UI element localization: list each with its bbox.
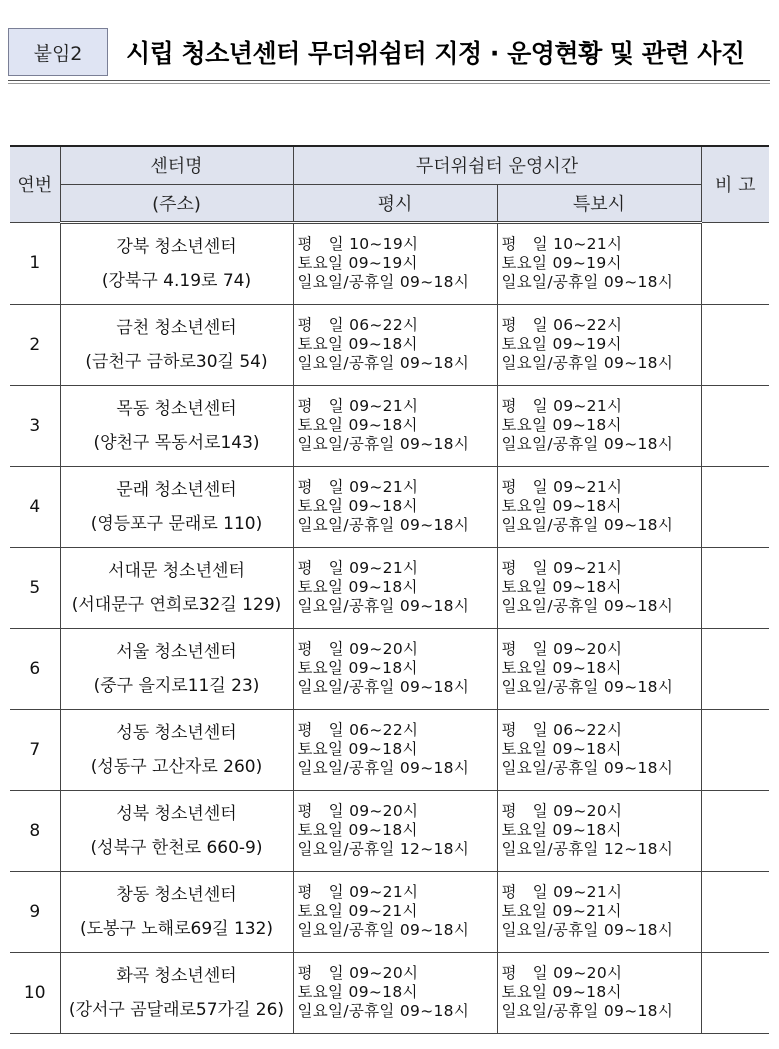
alert-hours-line: 토요일 09~21시 [501, 902, 622, 920]
center-address: (강북구 4.19로 74) [101, 270, 252, 291]
normal-hours-line: 평 일 09~20시 [297, 802, 419, 820]
center-cell [60, 628, 293, 709]
alert-hours-line: 일요일/공휴일 09~18시 [501, 1002, 674, 1020]
alert-hours-line: 일요일/공휴일 12~18시 [501, 840, 674, 858]
alert-hours-line: 토요일 09~18시 [501, 983, 622, 1001]
alert-hours-line: 일요일/공휴일 09~18시 [501, 759, 674, 777]
alert-hours-line: 토요일 09~18시 [501, 659, 622, 677]
note-cell [701, 871, 769, 952]
normal-hours-line: 토요일 09~18시 [297, 416, 418, 434]
table-row [10, 466, 769, 547]
normal-hours-line: 토요일 09~18시 [297, 578, 418, 596]
table-row [10, 222, 769, 304]
center-address: (금천구 금하로30길 54) [85, 351, 268, 372]
row-number: 9 [10, 871, 60, 952]
center-address: (도봉구 노해로69길 132) [79, 918, 274, 939]
alert-hours-line: 토요일 09~18시 [501, 578, 622, 596]
normal-hours-line: 일요일/공휴일 09~18시 [297, 1002, 470, 1020]
normal-hours-cell [293, 222, 497, 304]
note-cell [701, 790, 769, 871]
normal-hours-line: 평 일 09~20시 [297, 964, 419, 982]
normal-hours-line: 일요일/공휴일 09~18시 [297, 516, 470, 534]
center-cell [60, 790, 293, 871]
row-number: 8 [10, 790, 60, 871]
alert-hours-cell [497, 304, 701, 385]
alert-hours-line: 일요일/공휴일 09~18시 [501, 597, 674, 615]
note-cell [701, 304, 769, 385]
alert-hours-line: 평 일 09~20시 [501, 802, 623, 820]
normal-hours-cell [293, 628, 497, 709]
normal-hours-line: 평 일 09~21시 [297, 559, 419, 577]
row-number: 4 [10, 466, 60, 547]
alert-hours-line: 일요일/공휴일 09~18시 [501, 516, 674, 534]
normal-hours-cell [293, 466, 497, 547]
alert-hours-line: 토요일 09~19시 [501, 254, 622, 272]
title-rule [8, 80, 770, 81]
row-number: 7 [10, 709, 60, 790]
normal-hours-line: 평 일 09~21시 [297, 883, 419, 901]
normal-hours-line: 일요일/공휴일 09~18시 [297, 273, 470, 291]
alert-hours-line: 평 일 09~21시 [501, 559, 623, 577]
note-cell [701, 222, 769, 304]
center-cell [60, 871, 293, 952]
row-number: 2 [10, 304, 60, 385]
note-cell [701, 466, 769, 547]
center-cell [60, 709, 293, 790]
table-row [10, 628, 769, 709]
normal-hours-line: 일요일/공휴일 09~18시 [297, 597, 470, 615]
normal-hours-line: 토요일 09~18시 [297, 740, 418, 758]
alert-hours-line: 토요일 09~18시 [501, 821, 622, 839]
alert-hours-cell [497, 222, 701, 304]
normal-hours-line: 일요일/공휴일 09~18시 [297, 435, 470, 453]
normal-hours-cell [293, 952, 497, 1033]
note-cell [701, 547, 769, 628]
alert-hours-cell [497, 547, 701, 628]
document-header [8, 28, 770, 78]
normal-hours-line: 일요일/공휴일 09~18시 [297, 759, 470, 777]
normal-hours-cell [293, 709, 497, 790]
title-rule-thin [8, 83, 770, 84]
center-address: (중구 을지로11길 23) [93, 675, 260, 696]
col-header-note: 비 고 [701, 146, 769, 222]
alert-hours-cell [497, 790, 701, 871]
note-cell [701, 385, 769, 466]
normal-hours-line: 토요일 09~18시 [297, 497, 418, 515]
alert-hours-line: 일요일/공휴일 09~18시 [501, 678, 674, 696]
normal-hours-cell [293, 871, 497, 952]
col-header-no: 연번 [10, 146, 60, 222]
normal-hours-line: 토요일 09~18시 [297, 659, 418, 677]
row-number: 5 [10, 547, 60, 628]
center-cell [60, 952, 293, 1033]
document-title: 시립 청소년센터 무더위쉼터 지정 · 운영현황 및 관련 사진 [126, 39, 745, 68]
center-cell [60, 304, 293, 385]
center-name: 서울 청소년센터 [116, 641, 237, 662]
table-row [10, 304, 769, 385]
normal-hours-line: 평 일 09~20시 [297, 640, 419, 658]
normal-hours-line: 토요일 09~18시 [297, 335, 418, 353]
alert-hours-line: 토요일 09~19시 [501, 335, 622, 353]
center-address: (영등포구 문래로 110) [90, 513, 263, 534]
table-row [10, 952, 769, 1033]
alert-hours-cell [497, 871, 701, 952]
center-name: 문래 청소년센터 [116, 479, 237, 500]
center-cell [60, 222, 293, 304]
center-address: (성동구 고산자로 260) [90, 756, 263, 777]
alert-hours-line: 평 일 09~20시 [501, 964, 623, 982]
center-address: (양천구 목동서로143) [93, 432, 260, 453]
alert-hours-line: 일요일/공휴일 09~18시 [501, 921, 674, 939]
table-body [10, 222, 769, 1033]
alert-hours-line: 평 일 06~22시 [501, 721, 623, 739]
table-row [10, 709, 769, 790]
col-header-normal: 평시 [293, 184, 497, 222]
alert-hours-cell [497, 628, 701, 709]
normal-hours-line: 평 일 06~22시 [297, 316, 419, 334]
table-row [10, 385, 769, 466]
alert-hours-line: 평 일 06~22시 [501, 316, 623, 334]
alert-hours-cell [497, 952, 701, 1033]
normal-hours-line: 토요일 09~19시 [297, 254, 418, 272]
note-cell [701, 952, 769, 1033]
normal-hours-line: 평 일 10~19시 [297, 235, 419, 253]
center-address: (강서구 곰달래로57가길 26) [68, 999, 285, 1020]
col-header-hours-group: 무더위쉼터 운영시간 [293, 146, 701, 184]
row-number: 10 [10, 952, 60, 1033]
alert-hours-cell [497, 385, 701, 466]
alert-hours-line: 평 일 09~21시 [501, 478, 623, 496]
table-row [10, 547, 769, 628]
center-name: 서대문 청소년센터 [108, 560, 245, 581]
center-name: 성북 청소년센터 [116, 803, 237, 824]
alert-hours-cell [497, 709, 701, 790]
table-row [10, 790, 769, 871]
center-name: 성동 청소년센터 [116, 722, 237, 743]
row-number: 1 [10, 222, 60, 304]
note-cell [701, 709, 769, 790]
col-header-center-name: 센터명 [60, 146, 293, 184]
alert-hours-line: 평 일 09~21시 [501, 883, 623, 901]
center-cell [60, 385, 293, 466]
col-header-alert: 특보시 [497, 184, 701, 222]
normal-hours-line: 평 일 09~21시 [297, 478, 419, 496]
alert-hours-line: 토요일 09~18시 [501, 497, 622, 515]
normal-hours-line: 토요일 09~18시 [297, 983, 418, 1001]
normal-hours-line: 일요일/공휴일 09~18시 [297, 921, 470, 939]
attachment-tag: 붙임2 [8, 28, 108, 76]
center-address: (서대문구 연희로32길 129) [71, 594, 282, 615]
alert-hours-line: 일요일/공휴일 09~18시 [501, 273, 674, 291]
normal-hours-cell [293, 304, 497, 385]
normal-hours-line: 토요일 09~21시 [297, 902, 418, 920]
normal-hours-line: 일요일/공휴일 12~18시 [297, 840, 470, 858]
normal-hours-cell [293, 547, 497, 628]
center-cell [60, 466, 293, 547]
alert-hours-line: 일요일/공휴일 09~18시 [501, 435, 674, 453]
note-cell [701, 628, 769, 709]
center-name: 금천 청소년센터 [116, 317, 237, 338]
shelter-table [10, 145, 769, 1034]
table-row [10, 871, 769, 952]
center-address: (성북구 한천로 660-9) [90, 837, 263, 858]
center-cell [60, 547, 293, 628]
row-number: 3 [10, 385, 60, 466]
col-header-address: (주소) [60, 184, 293, 222]
normal-hours-line: 평 일 06~22시 [297, 721, 419, 739]
row-number: 6 [10, 628, 60, 709]
alert-hours-line: 토요일 09~18시 [501, 416, 622, 434]
center-name: 목동 청소년센터 [116, 398, 237, 419]
center-name: 창동 청소년센터 [116, 884, 237, 905]
alert-hours-line: 일요일/공휴일 09~18시 [501, 354, 674, 372]
alert-hours-line: 토요일 09~18시 [501, 740, 622, 758]
normal-hours-cell [293, 790, 497, 871]
alert-hours-line: 평 일 09~20시 [501, 640, 623, 658]
normal-hours-line: 토요일 09~18시 [297, 821, 418, 839]
center-name: 화곡 청소년센터 [116, 965, 237, 986]
normal-hours-line: 평 일 09~21시 [297, 397, 419, 415]
alert-hours-line: 평 일 10~21시 [501, 235, 623, 253]
normal-hours-cell [293, 385, 497, 466]
alert-hours-line: 평 일 09~21시 [501, 397, 623, 415]
alert-hours-cell [497, 466, 701, 547]
normal-hours-line: 일요일/공휴일 09~18시 [297, 354, 470, 372]
center-name: 강북 청소년센터 [116, 236, 237, 257]
normal-hours-line: 일요일/공휴일 09~18시 [297, 678, 470, 696]
